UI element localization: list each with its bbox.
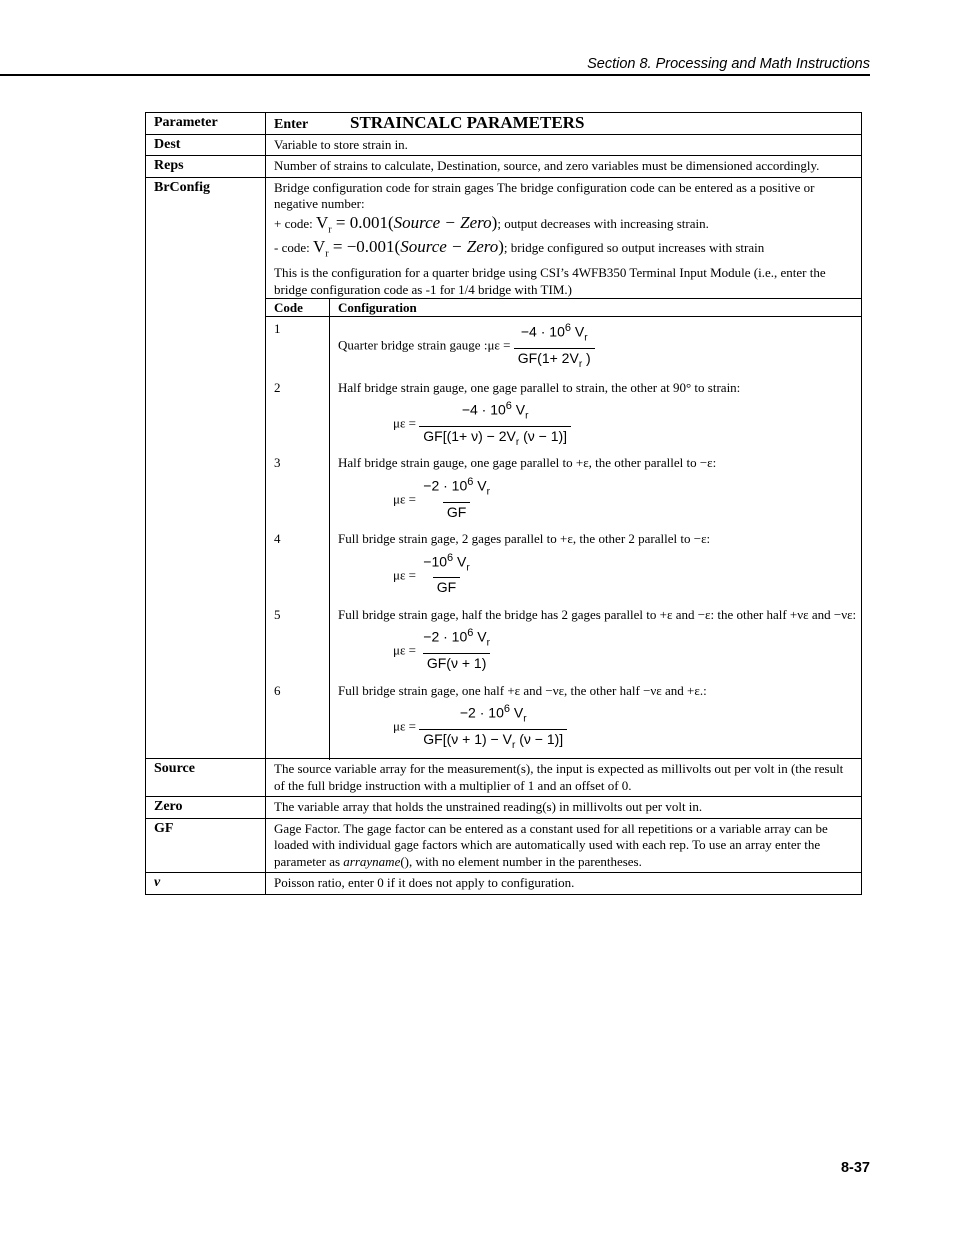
plus-code-expr: Source − Zero: [393, 212, 492, 232]
header-enter-cell: [266, 113, 862, 135]
config-table: [266, 298, 861, 760]
strain-formula-block: [338, 398, 861, 451]
config-code: 6: [266, 683, 330, 761]
formula-lhs: με =: [393, 415, 417, 431]
formula-lhs: με =: [487, 337, 511, 353]
minus-code-prefix: - code:: [274, 240, 310, 256]
minus-code-lhs: V: [312, 237, 326, 257]
formula-lhs: με =: [393, 567, 417, 583]
config-code: 1: [266, 317, 330, 380]
arrayname-term: arrayname: [343, 853, 401, 869]
row-reps: [146, 156, 862, 178]
param-name: ν: [146, 873, 266, 895]
formula-denominator: $GF[(\nu + 1) - V_r$ (ν − 1)]: [419, 729, 567, 754]
strain-formula: [419, 398, 571, 451]
param-name: Dest: [146, 134, 266, 156]
config-code: 4: [266, 531, 330, 607]
param-name: GF: [146, 818, 266, 873]
formula-denominator: GF: [443, 502, 470, 527]
header-enter: Enter: [274, 117, 309, 132]
config-desc: [330, 317, 862, 380]
row-source: [146, 759, 862, 797]
param-desc: Variable to store strain in.: [266, 134, 862, 156]
minus-code-lhs-sub: r: [325, 248, 329, 260]
strain-formula-block: [338, 625, 861, 678]
strain-formula-block: [338, 550, 861, 603]
config-code: 3: [266, 455, 330, 531]
plus-code-const: = 0.001(: [335, 212, 394, 232]
minus-code-const: = −0.001(: [332, 237, 401, 257]
formula-numerator: $-2 \cdot 10^6$ $V_r$: [423, 475, 490, 498]
config-desc: [330, 607, 862, 683]
param-desc: Number of strains to calculate, Destination, source, and zero variables must be dimensioned accordingly.: [266, 156, 862, 178]
config-desc-text: Quarter bridge strain gauge :: [338, 337, 488, 353]
config-desc-text: Full bridge strain gage, 2 gages parallel to +ε, the other 2 parallel to −ε:: [338, 531, 711, 547]
formula-lhs: με =: [393, 718, 417, 734]
param-name: Source: [146, 759, 266, 797]
table-title: STRAINCALC PARAMETERS: [350, 113, 585, 132]
table-header-row: [146, 113, 862, 135]
formula-lhs: με =: [393, 642, 417, 658]
config-desc: [330, 380, 862, 456]
strain-formula: [419, 701, 567, 754]
row-brconfig: [146, 177, 862, 759]
param-desc: [266, 177, 862, 759]
formula-numerator: $-2 \cdot 10^6$ $V_r$: [423, 627, 490, 649]
strain-formula: [419, 625, 494, 678]
formula-lhs: με =: [393, 491, 417, 507]
brconfig-intro: Bridge configuration code for strain gages The bridge configuration code can be entered as a positive or negative number:: [274, 179, 815, 211]
config-code: 2: [266, 380, 330, 456]
row-dest: [146, 134, 862, 156]
strain-formula: [419, 474, 494, 527]
formula-numerator: $-10^6$ $V_r$: [423, 551, 470, 573]
config-row: [266, 317, 861, 380]
config-code: 5: [266, 607, 330, 683]
header-parameter: Parameter: [146, 113, 266, 135]
config-desc-text: Full bridge strain gage, one half +ε and −νε, the other half −νε and +ε.:: [338, 682, 707, 698]
strain-formula-block: [338, 474, 861, 527]
plus-code-line: [274, 212, 853, 239]
section-header: Section 8. Processing and Math Instructions: [587, 56, 870, 72]
config-desc: [330, 683, 862, 761]
param-desc: The source variable array for the measurement(s), the input is expected as millivolts out per volt in (the result of the full bridge instruction with a multiplier of 1 and an offset of 0.: [266, 759, 862, 797]
param-name: Zero: [146, 797, 266, 819]
code-header: Code: [266, 299, 330, 317]
config-row: [266, 683, 861, 761]
config-desc: [330, 455, 862, 531]
config-desc-text: Full bridge strain gage, half the bridge has 2 gages parallel to +ε and −ε: the other half +νε and −νε:: [338, 606, 857, 622]
page-number: 8-37: [840, 1160, 870, 1176]
formula-numerator: $-4 \cdot 10^6$ $V_r$: [461, 400, 529, 422]
strain-formula-block: [338, 701, 861, 754]
strain-formula: [514, 320, 595, 373]
param-desc: The variable array that holds the unstrained reading(s) in millivolts out per volt in.: [266, 797, 862, 819]
row-nu: [146, 873, 862, 895]
param-desc: Poisson ratio, enter 0 if it does not apply to configuration.: [266, 873, 862, 895]
config-desc: [330, 531, 862, 607]
formula-denominator: $GF[(1+ \nu) - 2V_r$ (ν − 1)]: [419, 426, 571, 451]
formula-numerator: $-2 \cdot 10^6$ $V_r$: [459, 703, 527, 725]
config-desc-text: Half bridge strain gauge, one gage parallel to +ε, the other parallel to −ε:: [338, 455, 717, 471]
strain-formula: [419, 550, 473, 603]
config-row: [266, 607, 861, 683]
param-name: BrConfig: [146, 177, 266, 759]
param-name: Reps: [146, 156, 266, 178]
row-gf: [146, 818, 862, 873]
config-row: [266, 531, 861, 607]
minus-code-note: ; bridge configured so output increases with strain: [503, 240, 765, 256]
config-header: Configuration: [330, 299, 862, 317]
row-zero: [146, 797, 862, 819]
formula-numerator: $-4 \cdot 10^6$ $V_r$: [520, 322, 588, 344]
formula-denominator: GF(ν + 1): [423, 653, 491, 678]
plus-code-prefix: + code:: [274, 215, 313, 231]
plus-code-note: ; output decreases with increasing strain.: [497, 215, 709, 231]
param-desc: Gage Factor. The gage factor can be entered as a constant used for all repetitions or a variable array can be loaded with individual gage factors which are automatically used with each rep. To use an array enter the parameter as arrayname(), with no element number in the parentheses.: [266, 818, 862, 873]
plus-code-lhs-sub: r: [328, 223, 332, 235]
header-rule: [0, 74, 870, 76]
formula-denominator: GF: [433, 577, 460, 602]
minus-code-expr: Source − Zero: [400, 237, 499, 257]
config-desc-text: Half bridge strain gauge, one gage parallel to strain, the other at 90° to strain:: [338, 379, 741, 395]
parameter-table: [145, 112, 862, 895]
minus-code-close: ): [498, 237, 504, 257]
config-header-row: [266, 299, 861, 317]
plus-code-lhs: V: [315, 212, 329, 232]
config-row: [266, 380, 861, 456]
quarter-bridge-note: This is the configuration for a quarter bridge using CSI’s 4WFB350 Terminal Input Module (i.e., enter the bridge configuration code as -1 for 1/4 bridge with TIM.): [274, 265, 826, 297]
minus-code-line: [274, 239, 853, 263]
plus-code-close: ): [491, 212, 498, 232]
config-row: [266, 455, 861, 531]
formula-denominator: $GF(1+ 2V_r$ ): [514, 348, 595, 373]
